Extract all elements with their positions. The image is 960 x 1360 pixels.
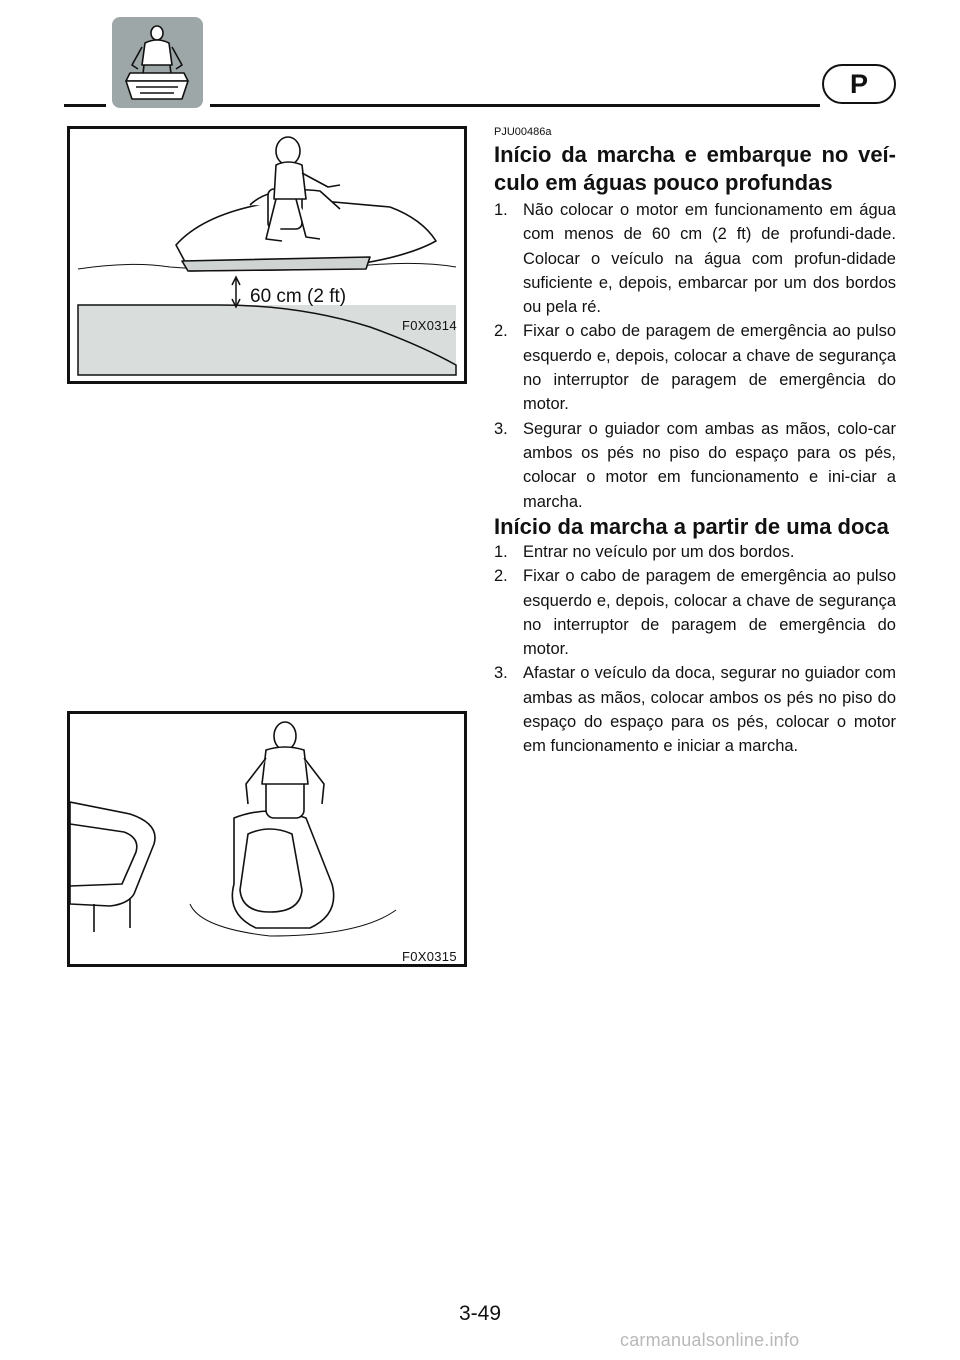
list-item: 3. Afastar o veículo da doca, segurar no guiador com ambas as mãos, colocar ambos os pés no piso do espaço do espaço para os pés, colocar o motor em funcionamento e iniciar a marcha. <box>494 664 896 756</box>
figure-code: F0X0315 <box>402 949 457 964</box>
list-item: 3. Segurar o guiador com ambas as mãos, colo-car ambos os pés no piso do espaço para os pés, colocar o motor em funcionamento e ini-ciar a marcha. <box>494 419 896 511</box>
list-item: 1. Não colocar o motor em funcionamento em água com menos de 60 cm (2 ft) de profundi-dade. Colocar o veículo na água com profun-didade suficiente e, depois, embarcar por um dos bordos ou pela ré. <box>494 201 896 317</box>
header-rule-right <box>210 104 820 107</box>
list-item: 2. Fixar o cabo de paragem de emergência ao pulso esquerdo e, depois, colocar a chave de segurança no interruptor de paragem de emergência do motor. <box>494 567 896 659</box>
list-item: 2. Fixar o cabo de paragem de emergência ao pulso esquerdo e, depois, colocar a chave de segurança no interruptor de paragem de emergência do motor. <box>494 322 896 414</box>
page-number: 3-49 <box>458 1302 502 1325</box>
shallow-water-steps <box>494 198 896 514</box>
figure-shallow-water <box>67 126 467 384</box>
personal-watercraft-rider-icon <box>112 17 203 108</box>
shallow-water-illustration <box>70 129 464 381</box>
section-title-shallow-water-line2: culo em águas pouco profundas <box>494 170 833 195</box>
watermark: carmanualsonline.info <box>620 1330 800 1350</box>
figure-code: F0X0314 <box>402 318 457 333</box>
figure-dock-departure <box>67 711 467 967</box>
document-code: PJU00486a <box>494 126 552 138</box>
depth-label: 60 cm (2 ft) <box>250 286 347 307</box>
section-title-dock: Início da marcha a partir de uma doca <box>494 514 889 539</box>
language-badge: P <box>822 64 896 104</box>
header-rule-left <box>64 104 106 107</box>
section-title-shallow-water-line1: Início da marcha e embarque no veí- <box>494 142 896 167</box>
dock-departure-illustration <box>70 714 464 964</box>
dock-steps <box>494 540 896 759</box>
list-item: 1. Entrar no veículo por um dos bordos. <box>494 543 795 561</box>
